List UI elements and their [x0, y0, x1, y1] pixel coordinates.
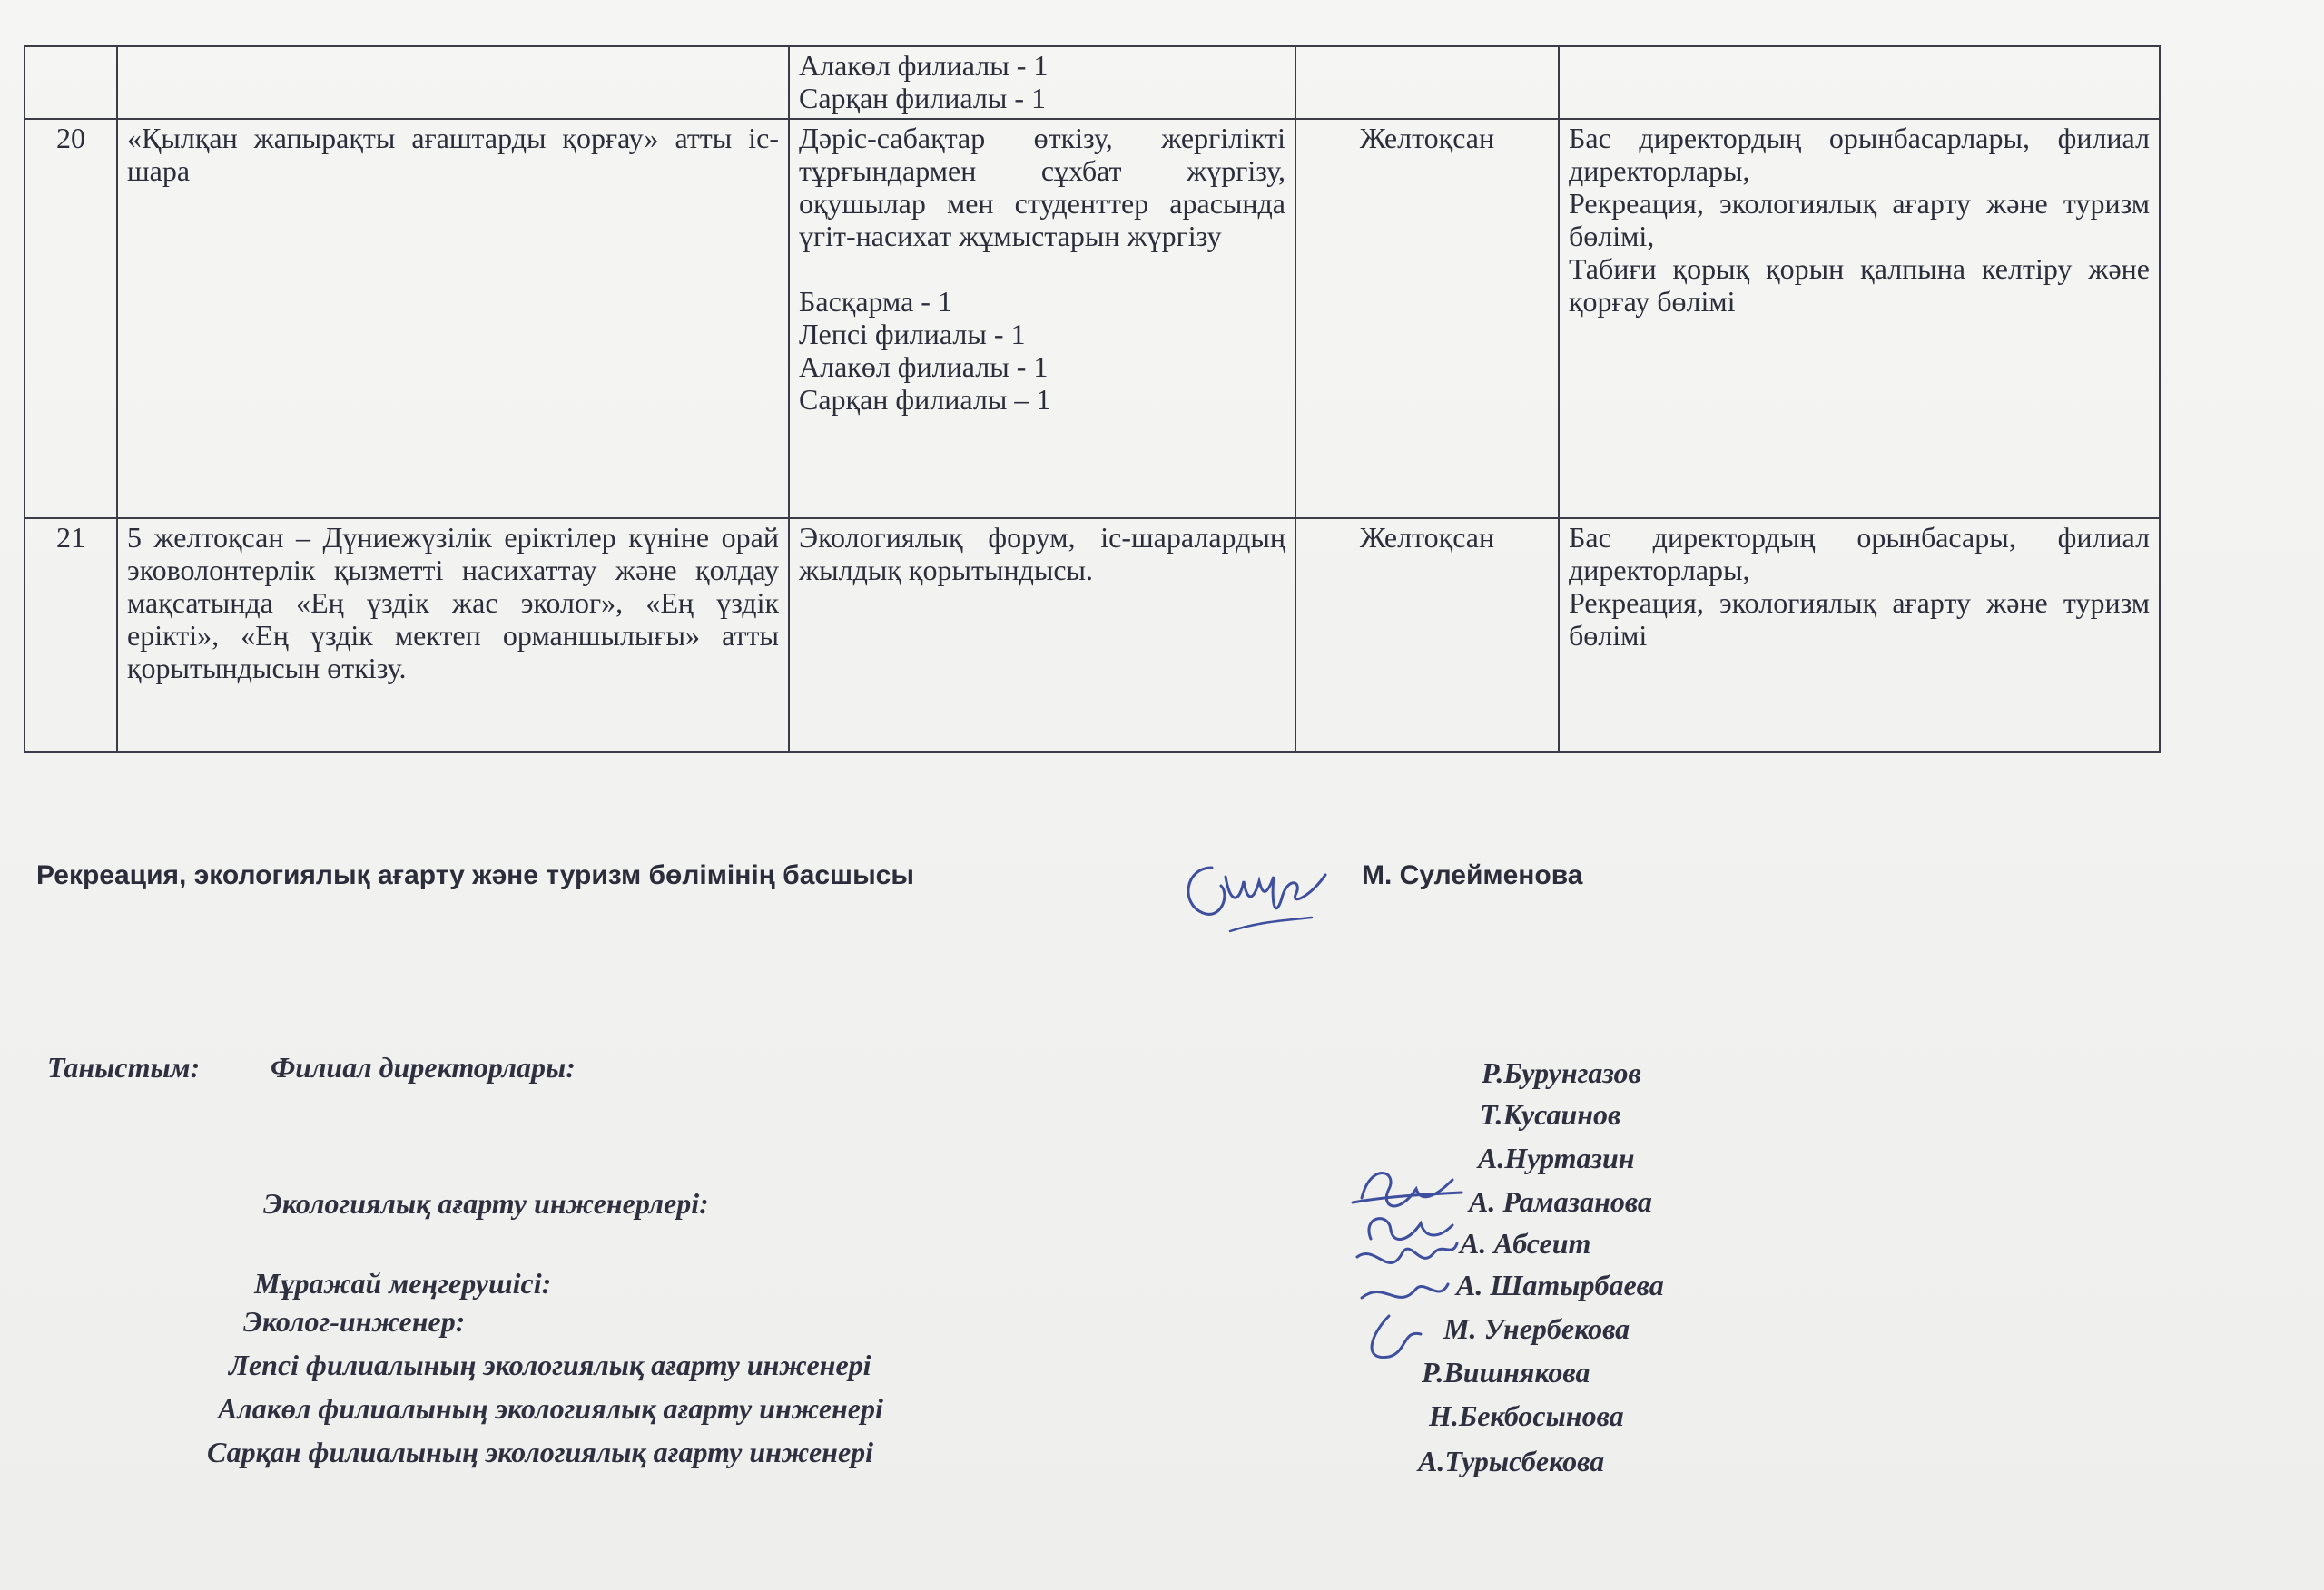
ack-label: Таныстым:	[47, 1051, 201, 1084]
handwritten-signatures	[1334, 1153, 1471, 1370]
event-cell	[117, 46, 789, 119]
responsible-cell	[1559, 119, 2160, 518]
responsible-line: Табиғи қорық қорын қалпына келтіру және қорғау бөлімі	[1569, 252, 2150, 318]
head-signature-row	[36, 860, 2215, 915]
responsible-cell	[1559, 46, 2160, 119]
responsible-line: Бас директордың орынбасарлары, филиал директорлары,	[1569, 122, 2150, 187]
form-line: Сарқан филиалы - 1	[799, 82, 1046, 114]
group-eco-engineers: Экологиялық ағарту инженерлері:	[263, 1187, 709, 1220]
row-number	[25, 46, 117, 119]
spacer	[799, 252, 1285, 285]
group-lepsi-engineer: Лепсі филиалының экологиялық ағарту инженері	[229, 1349, 872, 1381]
row-number: 21	[25, 518, 117, 752]
form-cell: Экологиялық форум, іс-шаралардың жылдық қорытындысы.	[789, 518, 1295, 752]
name-item: А.Нуртазин	[1478, 1142, 1635, 1174]
name-item: Т.Кусаинов	[1480, 1098, 1621, 1131]
name-item: Р.Вишнякова	[1422, 1356, 1590, 1389]
responsible-line: Рекреация, экологиялық ағарту және туризм бөлімі,	[1569, 187, 2150, 252]
table-row	[25, 518, 2160, 752]
group-alakol-engineer: Алакөл филиалының экологиялық ағарту инженері	[218, 1392, 883, 1425]
form-text: Дәріс-сабақтар өткізу, жергілікті тұрғындармен сұхбат жүргізу, оқушылар мен студенттер арасында үгіт-насихат жұмыстарын жүргізу	[799, 122, 1285, 252]
name-item: А. Рамазанова	[1469, 1185, 1652, 1218]
plan-table	[24, 45, 2161, 753]
event-cell: 5 желтоқсан – Дүниежүзілік еріктілер күніне орай эковолонтерлік қызметті насихаттау және қолдау мақсатында «Ең үздік жас эколог», «Ең үздік ерікті», «Ең үздік мектеп орманшылығы» атты қорытындысын өткізу.	[117, 518, 789, 752]
table-row	[25, 46, 2160, 119]
head-name: М. Сулейменова	[1362, 860, 1583, 890]
form-line: Лепсі филиалы - 1	[799, 318, 1026, 350]
form-line: Алакөл филиалы - 1	[799, 350, 1049, 383]
group-sarkan-engineer: Сарқан филиалының экологиялық ағарту инженері	[207, 1436, 874, 1468]
head-title: Рекреация, экологиялық ағарту және туризм бөлімінің басшысы	[36, 860, 914, 890]
form-cell	[789, 119, 1295, 518]
form-cell	[789, 46, 1295, 119]
name-item: Н.Бекбосынова	[1429, 1399, 1624, 1432]
row-number: 20	[25, 119, 117, 518]
form-line: Басқарма - 1	[799, 285, 952, 318]
group-eco-engineer: Эколог-инженер:	[243, 1305, 466, 1338]
time-cell: Желтоқсан	[1295, 518, 1559, 752]
name-item: А.Турысбекова	[1418, 1445, 1605, 1477]
name-item: А. Шатырбаева	[1456, 1269, 1664, 1301]
name-item: Р.Бурунгазов	[1482, 1056, 1641, 1089]
name-item: А. Абсеит	[1460, 1227, 1591, 1260]
responsible-line: Бас директордың орынбасары, филиал директорлары,	[1569, 521, 2150, 586]
group-branch-directors: Филиал директорлары:	[271, 1051, 576, 1084]
form-line: Алакөл филиалы - 1	[799, 49, 1049, 82]
responsible-line: Рекреация, экологиялық ағарту және туризм бөлімі	[1569, 586, 2150, 652]
form-line: Сарқан филиалы – 1	[799, 383, 1051, 416]
group-museum-head: Мұражай меңгерушісі:	[254, 1267, 552, 1300]
name-item: М. Унербекова	[1443, 1312, 1630, 1345]
head-signature-image	[1176, 840, 1339, 940]
time-cell	[1295, 46, 1559, 119]
event-cell: «Қылқан жапырақты ағаштарды қорғау» атты іс-шара	[117, 119, 789, 518]
responsible-cell	[1559, 518, 2160, 752]
table-row	[25, 119, 2160, 518]
time-cell: Желтоқсан	[1295, 119, 1559, 518]
